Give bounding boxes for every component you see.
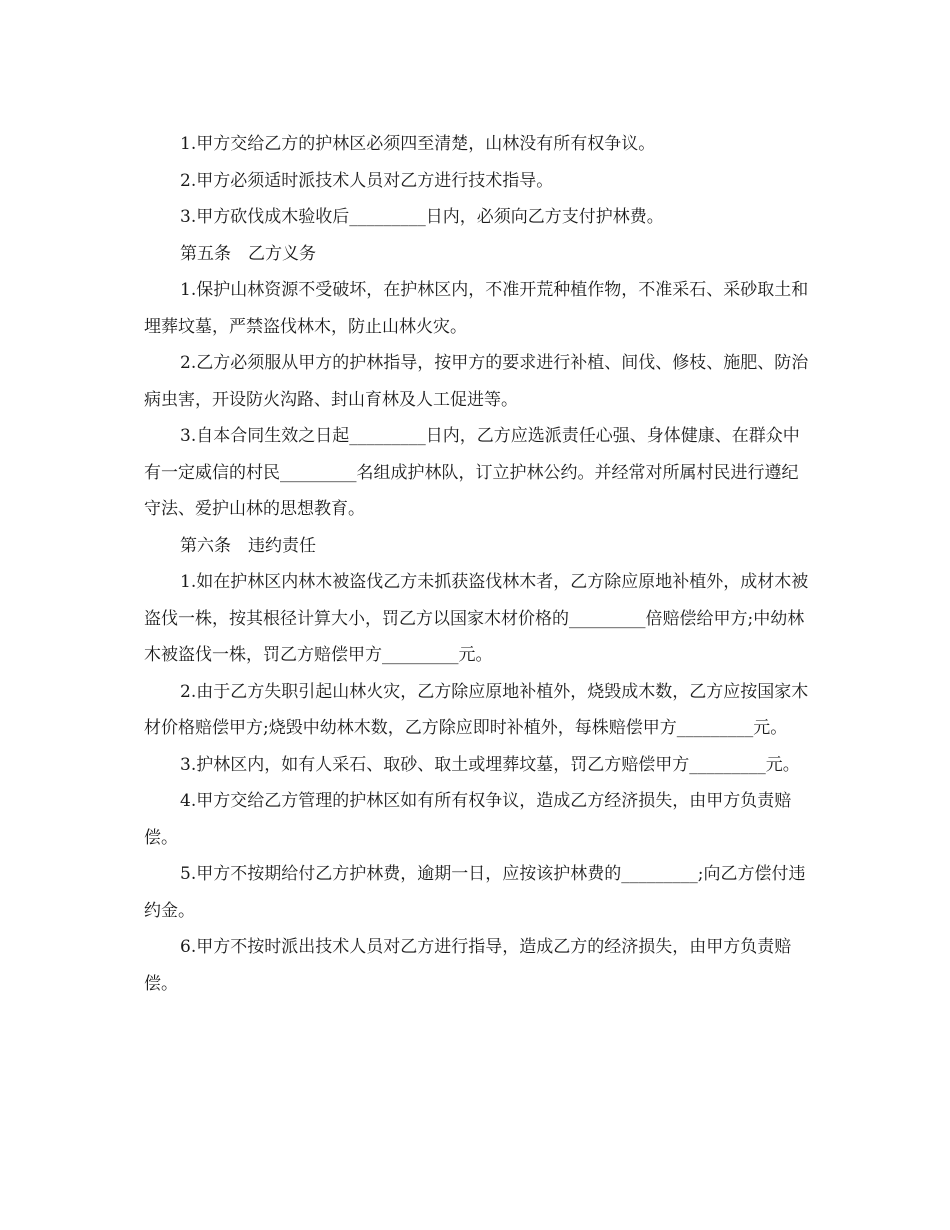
- heading-article-5: 第五条 乙方义务: [180, 243, 316, 264]
- para-obligation-b-2: 2.乙方必须服从甲方的护林指导，按甲方的要求进行补植、间伐、修枝、施肥、防治病虫害，开设防火沟路、封山育林及人工促进等。: [144, 353, 809, 410]
- para-liability-3: 3.护林区内，如有人采石、取砂、取土或埋葬坟墓，罚乙方赔偿甲方_________元。: [180, 754, 800, 775]
- para-liability-5: 5.甲方不按期给付乙方护林费，逾期一日，应按该护林费的_________;向乙方偿付违约金。: [144, 864, 806, 921]
- document-body: [144, 126, 810, 1002]
- para-obligation-a-1: 1.甲方交给乙方的护林区必须四至清楚，山林没有所有权争议。: [180, 134, 656, 154]
- heading-article-6: 第六条 违约责任: [180, 535, 316, 556]
- para-obligation-b-1: 1.保护山林资源不受破坏，在护林区内，不准开荒种植作物，不准采石、采砂取土和埋葬坟墓，严禁盗伐林木，防止山林火灾。: [144, 280, 809, 337]
- para-liability-4: 4.甲方交给乙方管理的护林区如有所有权争议，造成乙方经济损失，由甲方负责赔偿。: [144, 791, 792, 848]
- para-obligation-a-3: 3.甲方砍伐成木验收后_________日内，必须向乙方支付护林费。: [180, 207, 664, 227]
- para-obligation-a-2: 2.甲方必须适时派技术人员对乙方进行技术指导。: [180, 170, 554, 191]
- para-liability-2: 2.由于乙方失职引起山林火灾，乙方除应原地补植外，烧毁成木数，乙方应按国家木材价格赔偿甲方;烧毁中幼林木数，乙方除应即时补植外，每株赔偿甲方_________元。: [144, 681, 809, 738]
- para-obligation-b-3: 3.自本合同生效之日起_________日内，乙方应选派责任心强、身体健康、在群众中有一定威信的村民_________名组成护林队，订立护林公约。并经常对所属村民进行遵纪守法、爱护山林的思想教育。: [144, 426, 800, 519]
- para-liability-6: 6.甲方不按时派出技术人员对乙方进行指导，造成乙方的经济损失，由甲方负责赔偿。: [144, 937, 792, 994]
- para-liability-1: 1.如在护林区内林木被盗伐乙方未抓获盗伐林木者，乙方除应原地补植外，成材木被盗伐一株，按其根径计算大小，罚乙方以国家木材价格的_________倍赔偿给甲方;中幼林木被盗伐一株，罚乙方赔偿甲方_________元。: [144, 572, 809, 665]
